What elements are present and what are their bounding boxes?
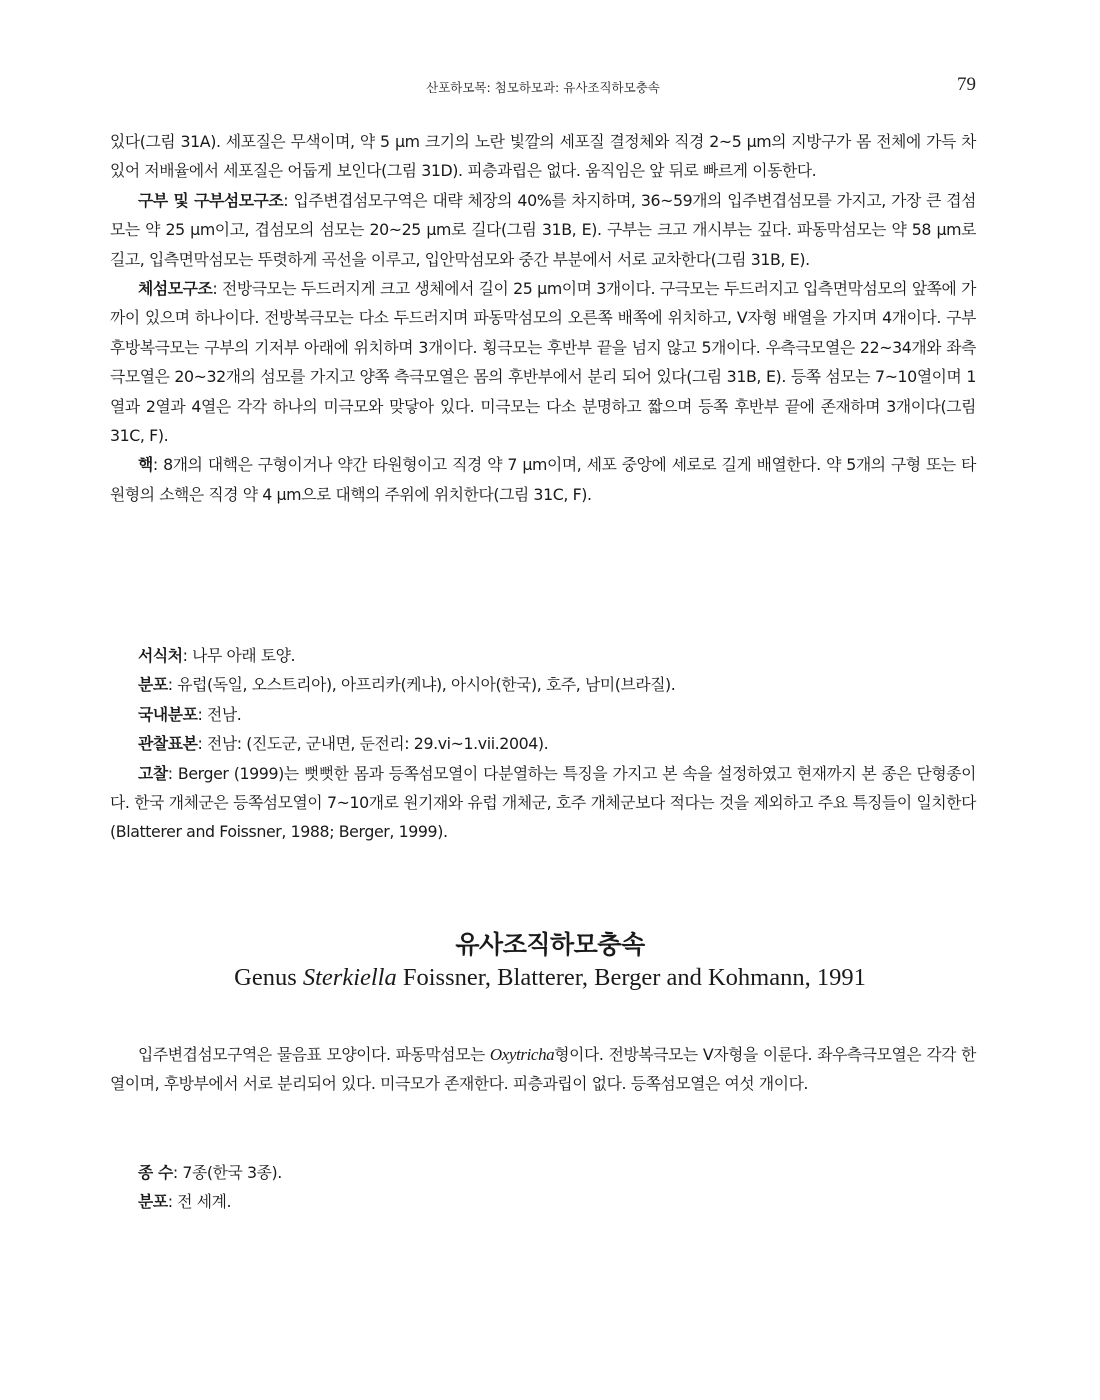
genus-prefix: Genus <box>234 964 303 991</box>
text-oral-structure: : 입주변겹섬모구역은 대략 체장의 40%를 차지하며, 36~59개의 입주변겹섬모를 가지고, 가장 큰 겹섬모는 약 25 μm이고, 겹섬모의 섬모는 20~25 μm로 길다(그림 31B, E). 구부는 크고 개시부는 깊다. 파동막섬모는 약 58 μm로 길고, 입측면막섬모는 뚜렷하게 곡선을 이루고, 입안막섬모와 중간 부분에서 서로 교차한다(그림 31B, E). <box>110 190 976 269</box>
running-head: 산포하모목: 첨모하모과: 유사조직하모충속 <box>426 80 660 95</box>
item-distribution <box>110 670 976 699</box>
label-habitat: 서식처 <box>138 646 183 665</box>
description-italic-genus: Oxytricha <box>489 1045 555 1064</box>
text-distribution: : 유럽(독일, 오스트리아), 아프리카(케냐), 아시아(한국), 호주, 남미(브라질). <box>167 675 676 695</box>
paragraph-nucleus <box>110 450 976 509</box>
item-remarks <box>110 759 976 847</box>
section-morphology <box>110 127 976 509</box>
text-remarks: : Berger (1999)는 뻣뻣한 몸과 등쪽섬모열이 다분열하는 특징을 가지고 본 속을 설정하였고 현재까지 본 종은 단형종이다. 한국 개체군은 등쪽섬모열이 7~10개로 원기재와 유럽 개체군, 호주 개체군보다 적다는 것을 제외하고 주요 특징들이 일치한다(Blatterer and Foissner, 1988; Berger, 1999). <box>110 763 976 842</box>
text-species-count: : 7종(한국 3종). <box>172 1163 282 1182</box>
text-genus-distribution: : 전 세계. <box>167 1192 232 1212</box>
paragraph-somatic-ciliature <box>110 274 976 450</box>
genus-description <box>110 1040 976 1099</box>
genus-title-korean: 유사조직하모충속 <box>455 930 645 959</box>
text-nucleus: : 8개의 대핵은 구형이거나 약간 타원형이고 직경 약 7 μm이며, 세포 중앙에 세로로 길게 배열한다. 약 5개의 구형 또는 타원형의 소핵은 직경 약 4 μm으로 대핵의 주위에 위치한다(그림 31C, F). <box>110 455 976 504</box>
label-remarks: 고찰 <box>138 763 168 783</box>
label-species-count: 종 수 <box>138 1163 173 1182</box>
item-species-count <box>110 1158 976 1187</box>
description-part1: 입주변겹섬모구역은 물음표 모양이다. 파동막섬모는 <box>138 1045 490 1064</box>
genus-title-latin <box>110 964 990 992</box>
item-genus-distribution <box>110 1187 976 1216</box>
page-header <box>110 74 976 98</box>
text-habitat: : 나무 아래 토양. <box>182 646 296 665</box>
label-korean-distribution: 국내분포 <box>138 704 198 724</box>
description-part2: 형이다. 전방복극모는 V자형을 이룬다. 좌우측극모열은 각각 한열이며, 후방부에서 서로 분리되어 있다. 미극모가 존재한다. 피층과립이 없다. 등쪽섬모열은 여섯 개이다. <box>110 1045 976 1094</box>
paragraph-oral-structure <box>110 186 976 274</box>
label-genus-distribution: 분포 <box>138 1192 168 1212</box>
text-korean-distribution: : 전남. <box>197 704 242 724</box>
label-oral-structure: 구부 및 구부섬모구조 <box>138 190 284 210</box>
page-number: 79 <box>957 74 976 95</box>
item-specimens <box>110 729 976 758</box>
label-nucleus: 핵 <box>138 455 153 475</box>
text-specimens: : 전남: (진도군, 군내면, 둔전리: 29.vi~1.vii.2004). <box>197 734 549 754</box>
intro-paragraph: 있다(그림 31A). 세포질은 무색이며, 약 5 μm 크기의 노란 빛깔의 세포질 결정체와 직경 2~5 μm의 지방구가 몸 전체에 가득 차 있어 저배율에서 세포질은 어둡게 보인다(그림 31D). 피층과립은 없다. 움직임은 앞 뒤로 빠르게 이동한다. <box>110 132 976 181</box>
section-genus-description <box>110 1040 976 1099</box>
label-somatic-ciliature: 체섬모구조 <box>138 279 213 299</box>
item-korean-distribution <box>110 700 976 729</box>
section-genus-facts <box>110 1158 976 1217</box>
label-specimens: 관찰표본 <box>138 734 198 754</box>
genus-name: Sterkiella <box>302 964 397 991</box>
genus-authors: Foissner, Blatterer, Berger and Kohmann, 1991 <box>396 964 866 991</box>
item-habitat <box>110 641 976 670</box>
label-distribution: 분포 <box>138 675 168 695</box>
text-somatic-ciliature: : 전방극모는 두드러지게 크고 생체에서 길이 25 μm이며 3개이다. 구극모는 두드러지고 입측면막섬모의 앞쪽에 가까이 있으며 하나이다. 전방복극모는 다소 두드러지며 파동막섬모의 오른쪽 배쪽에 위치하고, V자형 배열을 가지며 4개이다. 구부후방복극모는 구부의 기저부 아래에 위치하며 3개이다. 횡극모는 후반부 끝을 넘지 않고 5개이다. 우측극모열은 22~34개와 좌측극모열은 20~32개의 섬모를 가지고 양쪽 측극모열은 몸의 후반부에서 분리 되어 있다(그림 31B, E). 등쪽 섬모는 7~10열이며 1열과 2열과 4열은 각각 하나의 미극모와 맞닿아 있다. 미극모는 다소 분명하고 짧으며 등쪽 후반부 끝에 존재하며 3개이다(그림 31C, F). <box>110 279 976 446</box>
section-ecology <box>110 641 976 847</box>
